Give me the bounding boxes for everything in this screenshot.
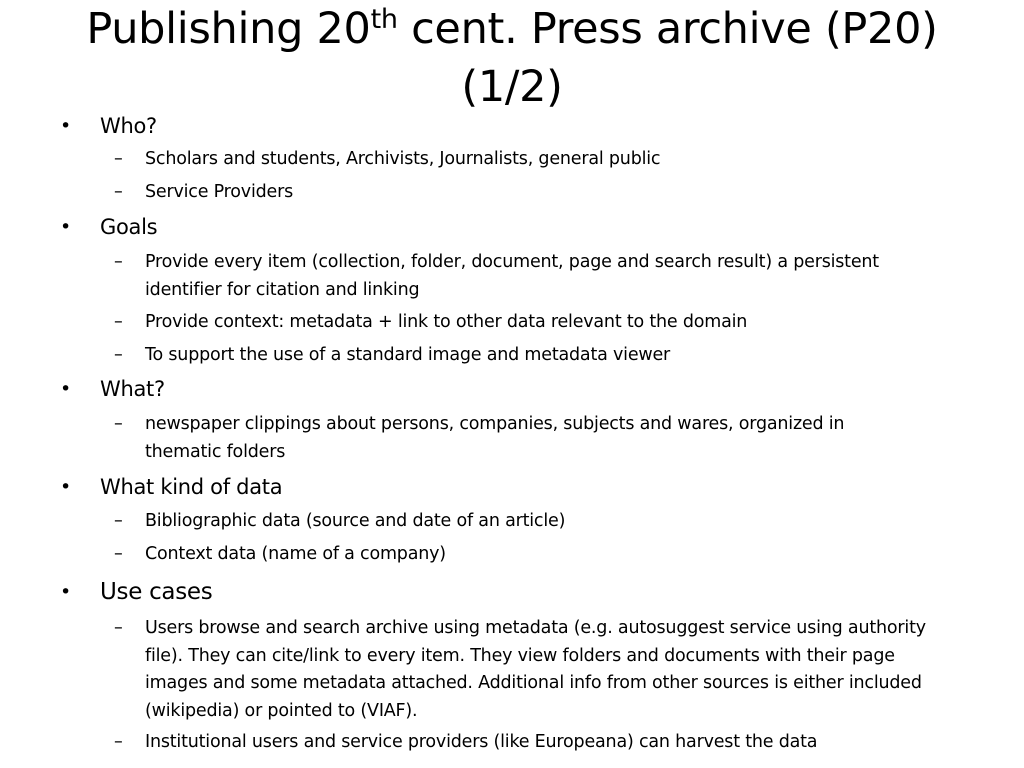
sub-bullet-text: Users browse and search archive using metadata (e.g. autosuggest service using authority file). They can cite/link to every item. They view folders and documents with their page images and some metadata attached. Additional info from other sources is either included (wikipedia) or pointed to (VIAF). bbox=[145, 618, 926, 721]
dash-icon: – bbox=[114, 182, 123, 202]
sub-bullet bbox=[114, 249, 955, 304]
bullet-use-cases bbox=[60, 577, 213, 607]
dash-icon: – bbox=[114, 345, 123, 365]
sub-bullet bbox=[114, 309, 965, 337]
dash-icon: – bbox=[114, 252, 123, 272]
sub-bullet-text: newspaper clippings about persons, companies, subjects and wares, organized in thematic folders bbox=[145, 414, 845, 462]
bullet-icon: • bbox=[60, 115, 71, 137]
sub-bullet-text: Scholars and students, Archivists, Journalists, general public bbox=[145, 149, 661, 169]
sub-bullet-text: Bibliographic data (source and date of an article) bbox=[145, 511, 566, 531]
sub-bullet bbox=[114, 541, 965, 569]
dash-icon: – bbox=[114, 544, 123, 564]
bullet-goals bbox=[60, 214, 158, 241]
sub-bullet-text: Provide every item (collection, folder, document, page and search result) a persistent identifier for citation and linking bbox=[145, 252, 879, 300]
sub-bullet bbox=[114, 508, 965, 536]
sub-bullet-text: To support the use of a standard image and metadata viewer bbox=[145, 345, 671, 365]
dash-icon: – bbox=[114, 312, 123, 332]
title-prefix: Publishing 20 bbox=[86, 4, 371, 54]
bullet-what-kind-of-data bbox=[60, 474, 283, 501]
bullet-icon: • bbox=[60, 378, 71, 400]
sub-bullet bbox=[114, 411, 920, 466]
sub-bullet bbox=[114, 146, 965, 174]
bullet-icon: • bbox=[60, 476, 71, 498]
dash-icon: – bbox=[114, 149, 123, 169]
bullet-what bbox=[60, 376, 165, 403]
dash-icon: – bbox=[114, 511, 123, 531]
sub-bullet bbox=[114, 615, 957, 725]
bullet-icon: • bbox=[60, 581, 71, 603]
bullet-heading: Goals bbox=[100, 215, 158, 239]
title-rest: cent. Press archive (P20) bbox=[397, 4, 938, 54]
bullet-heading: Use cases bbox=[100, 579, 213, 605]
bullet-icon: • bbox=[60, 216, 71, 238]
bullet-heading: Who? bbox=[100, 114, 157, 138]
dash-icon: – bbox=[114, 732, 123, 752]
bullet-who bbox=[60, 113, 157, 140]
sub-bullet-text: Service Providers bbox=[145, 182, 294, 202]
dash-icon: – bbox=[114, 618, 123, 638]
dash-icon: – bbox=[114, 414, 123, 434]
sub-bullet-text: Context data (name of a company) bbox=[145, 544, 446, 564]
sub-bullet bbox=[114, 179, 965, 207]
sub-bullet-text: Institutional users and service providers (like Europeana) can harvest the data bbox=[145, 732, 818, 752]
sub-bullet-text: Provide context: metadata + link to other data relevant to the domain bbox=[145, 312, 748, 332]
sub-bullet bbox=[114, 729, 965, 757]
title-superscript: th bbox=[370, 4, 398, 35]
title-line-2: (1/2) bbox=[461, 62, 563, 112]
bullet-heading: What? bbox=[100, 377, 165, 401]
bullet-heading: What kind of data bbox=[100, 475, 283, 499]
sub-bullet bbox=[114, 342, 965, 370]
